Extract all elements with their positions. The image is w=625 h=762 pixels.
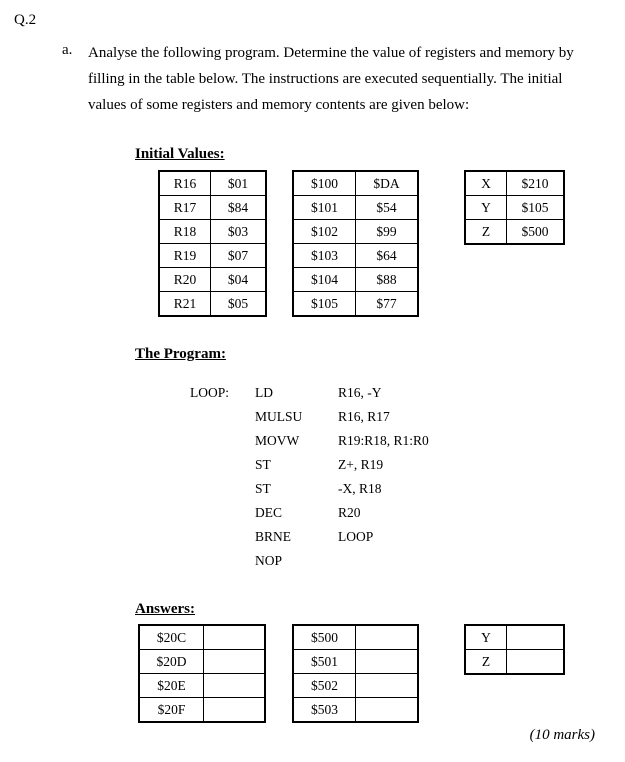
register-row-value: $04 [211,268,267,292]
register-row [159,268,266,292]
answers-pointers-table [464,624,565,675]
pointer-row [465,220,564,245]
answer-memory-row [139,625,265,650]
loop-label: LOOP: [190,385,230,400]
instruction-operands: R16, -Y [338,385,382,400]
register-row-value: $03 [211,220,267,244]
answer-memory-row-value[interactable] [204,674,266,698]
question-number: Q.2 [14,12,37,28]
answer-memory-row-label: $20F [139,698,204,723]
answer-memory-row-value[interactable] [204,650,266,674]
answers-heading: Answers: [135,601,195,617]
memory-row-label: $105 [293,292,356,317]
memory-row-value: $DA [356,171,419,196]
memory-row [293,244,418,268]
instruction-mnemonic: MOVW [255,433,300,448]
answer-memory-row-label: $20E [139,674,204,698]
register-row [159,171,266,196]
register-row-label: R17 [159,196,211,220]
answer-memory-row-label: $20C [139,625,204,650]
instruction-operands: Z+, R19 [338,457,384,472]
instruction-operands: R19:R18, R1:R0 [338,433,429,448]
register-row-value: $01 [211,171,267,196]
initial-pointers-table [464,170,565,245]
memory-row [293,292,418,317]
register-row [159,220,266,244]
pointer-row-value: $105 [507,196,565,220]
answer-memory-row [293,674,418,698]
instruction-mnemonic: NOP [255,553,283,568]
instruction-operands: LOOP [338,529,374,544]
register-row-label: R19 [159,244,211,268]
initial-registers-table [158,170,267,317]
answers-memory-z-table [292,624,419,723]
initial-memory-table [292,170,419,317]
register-row [159,292,266,317]
answer-memory-row-value[interactable] [356,698,419,723]
memory-row-value: $64 [356,244,419,268]
answer-memory-row [293,698,418,723]
answer-pointer-row [465,625,564,650]
answer-pointer-row-value[interactable] [507,625,565,650]
instruction-mnemonic: DEC [255,505,282,520]
pointer-row-label: Z [465,220,507,245]
marks-label: (10 marks) [529,727,595,743]
instruction-mnemonic: LD [255,385,273,400]
register-row [159,196,266,220]
register-row-label: R21 [159,292,211,317]
answer-memory-row-label: $503 [293,698,356,723]
answer-pointer-row-label: Y [465,625,507,650]
answer-memory-row [139,698,265,723]
answer-memory-row [293,650,418,674]
pointer-row [465,171,564,196]
instruction-mnemonic: ST [255,457,271,472]
pointer-row-label: X [465,171,507,196]
register-row-value: $84 [211,196,267,220]
instructions-paragraph: Analyse the following program. Determine the value of registers and memory by filling in the table below. The instructions are executed sequentially. The initial values of some registers and memory contents are given below: [88,45,574,113]
memory-row-value: $88 [356,268,419,292]
answer-memory-row-value[interactable] [356,625,419,650]
answer-memory-row-value[interactable] [356,650,419,674]
register-row-value: $05 [211,292,267,317]
answers-memory-x-table [138,624,266,723]
instruction-mnemonic: ST [255,481,271,496]
pointer-row-value: $500 [507,220,565,245]
memory-row-value: $54 [356,196,419,220]
answer-pointer-row-label: Z [465,650,507,675]
answer-memory-row-label: $500 [293,625,356,650]
initial-values-heading: Initial Values: [135,146,225,162]
pointer-row [465,196,564,220]
answer-memory-row-label: $502 [293,674,356,698]
memory-row [293,171,418,196]
register-row-label: R18 [159,220,211,244]
program-heading: The Program: [135,346,226,362]
register-row-value: $07 [211,244,267,268]
memory-row [293,196,418,220]
memory-row [293,220,418,244]
instruction-mnemonic: BRNE [255,529,292,544]
instruction-operands: R20 [338,505,361,520]
answer-memory-row-value[interactable] [356,674,419,698]
memory-row-label: $104 [293,268,356,292]
memory-row-label: $101 [293,196,356,220]
memory-row-value: $99 [356,220,419,244]
answer-pointer-row [465,650,564,675]
register-row-label: R16 [159,171,211,196]
part-label: a. [62,42,73,58]
instruction-mnemonic: MULSU [255,409,303,424]
memory-row-value: $77 [356,292,419,317]
answer-memory-row-label: $20D [139,650,204,674]
register-row [159,244,266,268]
memory-row-label: $102 [293,220,356,244]
answer-memory-row-label: $501 [293,650,356,674]
instruction-operands: -X, R18 [338,481,382,496]
memory-row-label: $103 [293,244,356,268]
answer-memory-row [139,674,265,698]
pointer-row-value: $210 [507,171,565,196]
answer-pointer-row-value[interactable] [507,650,565,675]
answer-memory-row-value[interactable] [204,625,266,650]
pointer-row-label: Y [465,196,507,220]
register-row-label: R20 [159,268,211,292]
answer-memory-row [139,650,265,674]
answer-memory-row-value[interactable] [204,698,266,723]
memory-row [293,268,418,292]
memory-row-label: $100 [293,171,356,196]
answer-memory-row [293,625,418,650]
instruction-operands: R16, R17 [338,409,390,424]
